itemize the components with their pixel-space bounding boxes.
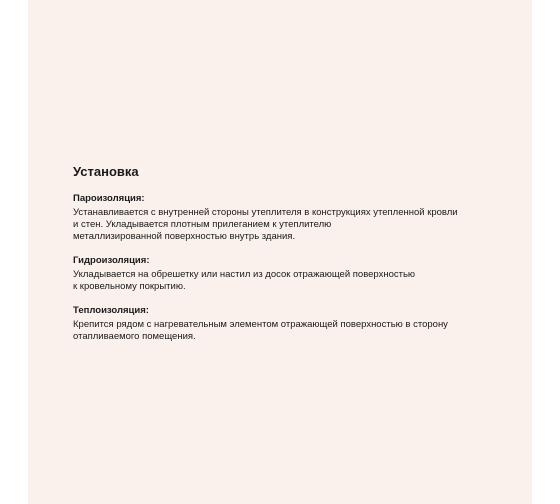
text-line: отапливаемого помещения. bbox=[73, 331, 196, 342]
section-text bbox=[73, 207, 493, 243]
section-text bbox=[73, 269, 493, 293]
section-heading: Пароизоляция: bbox=[73, 193, 145, 204]
text-line: металлизированной поверхностью внутрь здания. bbox=[73, 231, 296, 242]
section-vapor-barrier bbox=[73, 193, 493, 243]
installation-content bbox=[73, 164, 493, 355]
section-text bbox=[73, 319, 493, 343]
section-heading: Гидроизоляция: bbox=[73, 255, 150, 266]
text-line: и стен. Укладывается плотным прилеганием к утеплителю bbox=[73, 219, 332, 230]
section-thermal-insulation bbox=[73, 305, 493, 343]
page-title: Установка bbox=[73, 164, 139, 179]
page-background bbox=[28, 0, 532, 504]
section-heading: Теплоизоляция: bbox=[73, 305, 149, 316]
text-line: Крепится рядом с нагревательным элементом отражающей поверхностью в сторону bbox=[73, 319, 448, 330]
text-line: Устанавливается с внутренней стороны утеплителя в конструкциях утепленной кровли bbox=[73, 207, 458, 218]
text-line: Укладывается на обрешетку или настил из досок отражающей поверхностью bbox=[73, 269, 416, 280]
text-line: к кровельному покрытию. bbox=[73, 281, 186, 292]
section-waterproofing bbox=[73, 255, 493, 293]
